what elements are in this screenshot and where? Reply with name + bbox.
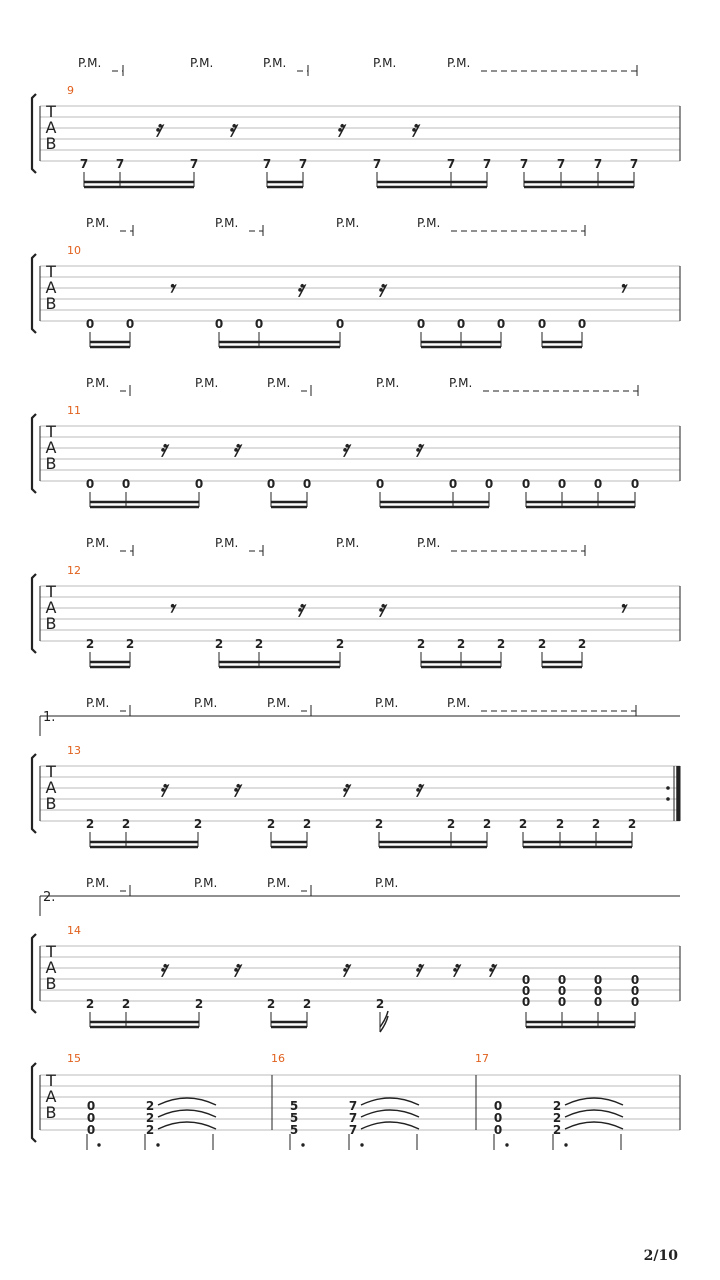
fret-number: 2 [194, 997, 204, 1011]
rest-symbol: 𝄿 [451, 956, 459, 982]
palm-mute-label: P.M. [195, 376, 219, 390]
fret-number: 0 [194, 477, 204, 491]
fret-number: 2 [537, 637, 547, 651]
fret-number: 2 [335, 637, 345, 651]
tab-clef-letter: A [45, 118, 57, 137]
chord-fret-number: 0 [493, 1111, 503, 1125]
palm-mute-label: P.M. [86, 536, 110, 550]
tie [361, 1110, 419, 1117]
tab-clef-letter: A [45, 438, 57, 457]
chord-fret-number: 0 [493, 1123, 503, 1137]
measure-number: 14 [67, 924, 81, 937]
tab-clef-letter: A [45, 598, 57, 617]
fret-number: 2 [591, 817, 601, 831]
tie [565, 1110, 623, 1117]
chord-fret-number: 0 [557, 984, 567, 998]
fret-number: 2 [85, 637, 95, 651]
chord-fret-number: 2 [552, 1099, 562, 1113]
tab-clef-letter: B [45, 134, 57, 153]
chord-fret-number: 0 [630, 984, 640, 998]
fret-number: 7 [189, 157, 199, 171]
chord-fret-number: 2 [145, 1123, 155, 1137]
fret-number: 2 [266, 817, 276, 831]
chord-fret-number: 0 [86, 1123, 96, 1137]
fret-number: 2 [302, 997, 312, 1011]
rest-symbol: 𝄿 [154, 116, 162, 142]
fret-number: 2 [121, 817, 131, 831]
fret-number: 0 [484, 477, 494, 491]
note-flag [380, 1016, 388, 1032]
rest-symbol: 𝄿 [228, 116, 236, 142]
palm-mute-label: P.M. [417, 536, 441, 550]
tab-clef-letter: A [45, 778, 57, 797]
tab-clef-letter: A [45, 958, 57, 977]
tab-clef-letter: T [46, 1071, 56, 1090]
chord-fret-number: 7 [348, 1111, 358, 1125]
chord-fret-number: 0 [557, 973, 567, 987]
tab-clef-letter: B [45, 294, 57, 313]
fret-number: 7 [629, 157, 639, 171]
fret-number: 7 [446, 157, 456, 171]
palm-mute-label: P.M. [336, 536, 360, 550]
fret-number: 0 [266, 477, 276, 491]
chord-fret-number: 5 [289, 1111, 299, 1125]
fret-number: 0 [335, 317, 345, 331]
chord-fret-number: 2 [552, 1111, 562, 1125]
palm-mute-label: P.M. [263, 56, 287, 70]
chord-fret-number: 0 [493, 1099, 503, 1113]
chord-fret-number: 0 [557, 995, 567, 1009]
chord-fret-number: 0 [86, 1111, 96, 1125]
rest-symbol: 𝄿 [232, 956, 240, 982]
fret-number: 0 [121, 477, 131, 491]
fret-number: 2 [416, 637, 426, 651]
chord-fret-number: 2 [145, 1099, 155, 1113]
rest-symbol: 𝄿 [377, 596, 385, 622]
palm-mute-label: P.M. [267, 376, 291, 390]
palm-mute-label: P.M. [194, 696, 218, 710]
tab-clef-letter: T [46, 262, 56, 281]
fret-number: 0 [456, 317, 466, 331]
system-bracket [32, 94, 36, 173]
chord-fret-number: 0 [521, 995, 531, 1009]
palm-mute-label: P.M. [215, 536, 239, 550]
page-number: 2/10 [643, 1248, 678, 1264]
chord-fret-number: 2 [552, 1123, 562, 1137]
tab-clef-letter: B [45, 794, 57, 813]
chord-fret-number: 0 [630, 973, 640, 987]
tab-clef-letter: B [45, 1103, 57, 1122]
palm-mute-label: P.M. [86, 876, 110, 890]
rest-symbol: 𝄿 [159, 776, 167, 802]
fret-number: 0 [630, 477, 640, 491]
repeat-dot [666, 797, 670, 801]
chord-fret-number: 5 [289, 1099, 299, 1113]
chord-fret-number: 0 [521, 973, 531, 987]
palm-mute-label: P.M. [373, 56, 397, 70]
tab-clef-letter: T [46, 582, 56, 601]
fret-number: 7 [79, 157, 89, 171]
fret-number: 0 [214, 317, 224, 331]
measure-number: 9 [67, 84, 74, 97]
rest-symbol: 𝄾 [168, 596, 174, 622]
chord-fret-number: 7 [348, 1099, 358, 1113]
rest-symbol: 𝄿 [341, 436, 349, 462]
tie [158, 1122, 216, 1129]
tab-clef-letter: T [46, 422, 56, 441]
fret-number: 0 [577, 317, 587, 331]
duration-dot [97, 1143, 100, 1146]
fret-number: 7 [372, 157, 382, 171]
system-bracket [32, 1063, 36, 1142]
fret-number: 2 [193, 817, 203, 831]
system-bracket [32, 934, 36, 1013]
fret-number: 0 [593, 477, 603, 491]
rest-symbol: 𝄾 [619, 276, 625, 302]
fret-number: 2 [254, 637, 264, 651]
fret-number: 2 [266, 997, 276, 1011]
chord-fret-number: 0 [593, 973, 603, 987]
fret-number: 0 [254, 317, 264, 331]
fret-number: 0 [537, 317, 547, 331]
duration-dot [301, 1143, 304, 1146]
palm-mute-label: P.M. [267, 876, 291, 890]
fret-number: 2 [302, 817, 312, 831]
fret-number: 2 [375, 997, 385, 1011]
palm-mute-label: P.M. [447, 56, 471, 70]
palm-mute-label: P.M. [447, 696, 471, 710]
palm-mute-label: P.M. [449, 376, 473, 390]
tie [158, 1110, 216, 1117]
duration-dot [505, 1143, 508, 1146]
fret-number: 7 [593, 157, 603, 171]
duration-dot [564, 1143, 567, 1146]
rest-symbol: 𝄿 [296, 276, 304, 302]
tie [565, 1098, 623, 1105]
duration-dot [360, 1143, 363, 1146]
rest-symbol: 𝄿 [336, 116, 344, 142]
rest-symbol: 𝄿 [232, 436, 240, 462]
chord-fret-number: 0 [593, 995, 603, 1009]
rest-symbol: 𝄿 [341, 956, 349, 982]
fret-number: 2 [85, 817, 95, 831]
fret-number: 2 [577, 637, 587, 651]
tab-clef-letter: T [46, 942, 56, 961]
chord-fret-number: 0 [521, 984, 531, 998]
chord-fret-number: 5 [289, 1123, 299, 1137]
tie [361, 1122, 419, 1129]
measure-number: 12 [67, 564, 81, 577]
volta-number: 1. [43, 710, 56, 725]
fret-number: 0 [85, 477, 95, 491]
fret-number: 2 [85, 997, 95, 1011]
fret-number: 0 [302, 477, 312, 491]
measure-number: 13 [67, 744, 81, 757]
chord-fret-number: 7 [348, 1123, 358, 1137]
fret-number: 2 [125, 637, 135, 651]
fret-number: 7 [482, 157, 492, 171]
rest-symbol: 𝄿 [341, 776, 349, 802]
fret-number: 0 [85, 317, 95, 331]
duration-dot [156, 1143, 159, 1146]
rest-symbol: 𝄿 [487, 956, 495, 982]
tab-clef-letter: T [46, 762, 56, 781]
fret-number: 7 [262, 157, 272, 171]
fret-number: 0 [375, 477, 385, 491]
rest-symbol: 𝄿 [414, 436, 422, 462]
repeat-dot [666, 786, 670, 790]
palm-mute-label: P.M. [417, 216, 441, 230]
fret-number: 2 [456, 637, 466, 651]
system-bracket [32, 754, 36, 833]
fret-number: 0 [496, 317, 506, 331]
fret-number: 2 [214, 637, 224, 651]
fret-number: 2 [374, 817, 384, 831]
tie [158, 1098, 216, 1105]
rest-symbol: 𝄿 [296, 596, 304, 622]
fret-number: 2 [446, 817, 456, 831]
volta-number: 2. [43, 890, 56, 905]
system-bracket [32, 414, 36, 493]
fret-number: 2 [518, 817, 528, 831]
rest-symbol: 𝄿 [159, 956, 167, 982]
rest-symbol: 𝄾 [168, 276, 174, 302]
fret-number: 7 [115, 157, 125, 171]
palm-mute-label: P.M. [86, 376, 110, 390]
rest-symbol: 𝄿 [377, 276, 385, 302]
fret-number: 0 [557, 477, 567, 491]
fret-number: 2 [496, 637, 506, 651]
rest-symbol: 𝄾 [619, 596, 625, 622]
tab-clef-letter: B [45, 454, 57, 473]
rest-symbol: 𝄿 [410, 116, 418, 142]
fret-number: 0 [521, 477, 531, 491]
palm-mute-label: P.M. [86, 696, 110, 710]
system-bracket [32, 254, 36, 333]
tab-clef-letter: T [46, 102, 56, 121]
palm-mute-label: P.M. [86, 216, 110, 230]
measure-number: 17 [475, 1052, 489, 1065]
fret-number: 0 [125, 317, 135, 331]
chord-fret-number: 2 [145, 1111, 155, 1125]
palm-mute-label: P.M. [190, 56, 214, 70]
measure-number: 16 [271, 1052, 285, 1065]
measure-number: 15 [67, 1052, 81, 1065]
rest-symbol: 𝄿 [414, 956, 422, 982]
palm-mute-label: P.M. [375, 696, 399, 710]
chord-fret-number: 0 [86, 1099, 96, 1113]
rest-symbol: 𝄿 [414, 776, 422, 802]
fret-number: 7 [298, 157, 308, 171]
palm-mute-label: P.M. [336, 216, 360, 230]
measure-number: 10 [67, 244, 81, 257]
tie [361, 1098, 419, 1105]
fret-number: 2 [121, 997, 131, 1011]
palm-mute-label: P.M. [267, 696, 291, 710]
tie [565, 1122, 623, 1129]
tab-clef-letter: A [45, 1087, 57, 1106]
fret-number: 0 [448, 477, 458, 491]
measure-number: 11 [67, 404, 81, 417]
rest-symbol: 𝄿 [232, 776, 240, 802]
tab-clef-letter: B [45, 974, 57, 993]
tab-clef-letter: A [45, 278, 57, 297]
palm-mute-label: P.M. [375, 876, 399, 890]
system-bracket [32, 574, 36, 653]
chord-fret-number: 0 [593, 984, 603, 998]
fret-number: 0 [416, 317, 426, 331]
fret-number: 2 [555, 817, 565, 831]
fret-number: 2 [482, 817, 492, 831]
palm-mute-label: P.M. [194, 876, 218, 890]
fret-number: 2 [627, 817, 637, 831]
rest-symbol: 𝄿 [159, 436, 167, 462]
fret-number: 7 [556, 157, 566, 171]
palm-mute-label: P.M. [215, 216, 239, 230]
palm-mute-label: P.M. [78, 56, 102, 70]
tab-clef-letter: B [45, 614, 57, 633]
palm-mute-label: P.M. [376, 376, 400, 390]
fret-number: 7 [519, 157, 529, 171]
chord-fret-number: 0 [630, 995, 640, 1009]
